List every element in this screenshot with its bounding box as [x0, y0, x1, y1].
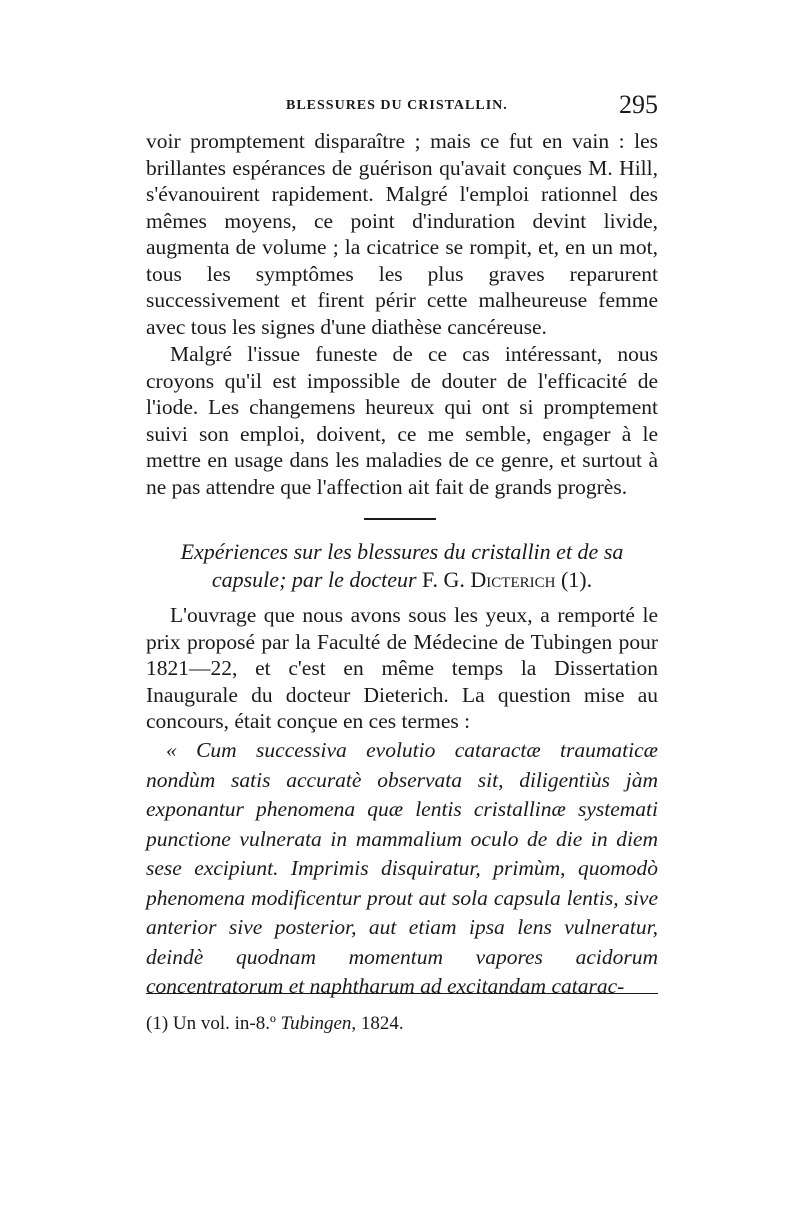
footnote-year: , 1824.: [351, 1013, 404, 1034]
footnote: [146, 1012, 658, 1036]
running-head: BLESSURES DU CRISTALLIN.: [286, 98, 508, 113]
footnote-reference: (1).: [560, 567, 593, 592]
footnote-place: Tubingen: [280, 1013, 352, 1034]
body-paragraph: L'ouvrage que nous avons sous les yeux, a remporté le prix proposé par la Faculté de Médecine de Tubingen pour 1821—22, et c'est en même temps la Dissertation Inaugurale du docteur Dieterich. La question mise au concours, était conçue en ces termes :: [146, 603, 658, 733]
section-divider: [364, 518, 436, 520]
author-surname: Dicterich: [470, 567, 556, 592]
latin-quotation: « Cum successiva evolutio cataractæ traumaticæ nondùm satis accuratè observata sit, diligentiùs jàm exponantur phenomena quæ lentis cristallinæ systemati punctione vulnerata in mammalium oculo de die in diem sese excipiunt. Imprimis disquiratur, primùm, quomodò phenomena modificentur prout aut sola capsula lentis, sive anterior sive posterior, aut etiam ipsa lens vulneratur, deindè quodnam momentum vapores acidorum concentratorum et naphtharum ad excitandam catarac-: [146, 738, 658, 998]
page-header: [146, 90, 658, 126]
footnote-label: (1) Un vol. in-8.º: [146, 1013, 276, 1034]
article-title: [146, 538, 658, 594]
page-number: 295: [619, 90, 658, 119]
footnote-divider: [146, 993, 658, 994]
author-initials: F. G.: [422, 567, 465, 592]
body-paragraph: Malgré l'issue funeste de ce cas intéressant, nous croyons qu'il est impossible de douter de l'efficacité de l'iode. Les changemens heureux qui ont si promptement suivi son emploi, doivent, ce me semble, engager à le mettre en usage dans les maladies de ce genre, et surtout à ne pas attendre que l'affection ait fait de grands progrès.: [146, 342, 658, 499]
body-paragraph: voir promptement disparaître ; mais ce fut en vain : les brillantes espérances de guérison qu'avait conçues M. Hill, s'évanouirent rapidement. Malgré l'emploi rationnel des mêmes moyens, ce point d'induration devint livide, augmenta de volume ; la cicatrice se rompit, et, en un mot, tous les symptômes les plus graves reparurent successivement et firent périr cette malheureuse femme avec tous les signes d'une diathèse cancéreuse.: [146, 129, 658, 339]
article-title-text: Expériences sur les blessures du cristallin et de sa capsule; par le docteur: [180, 539, 624, 592]
